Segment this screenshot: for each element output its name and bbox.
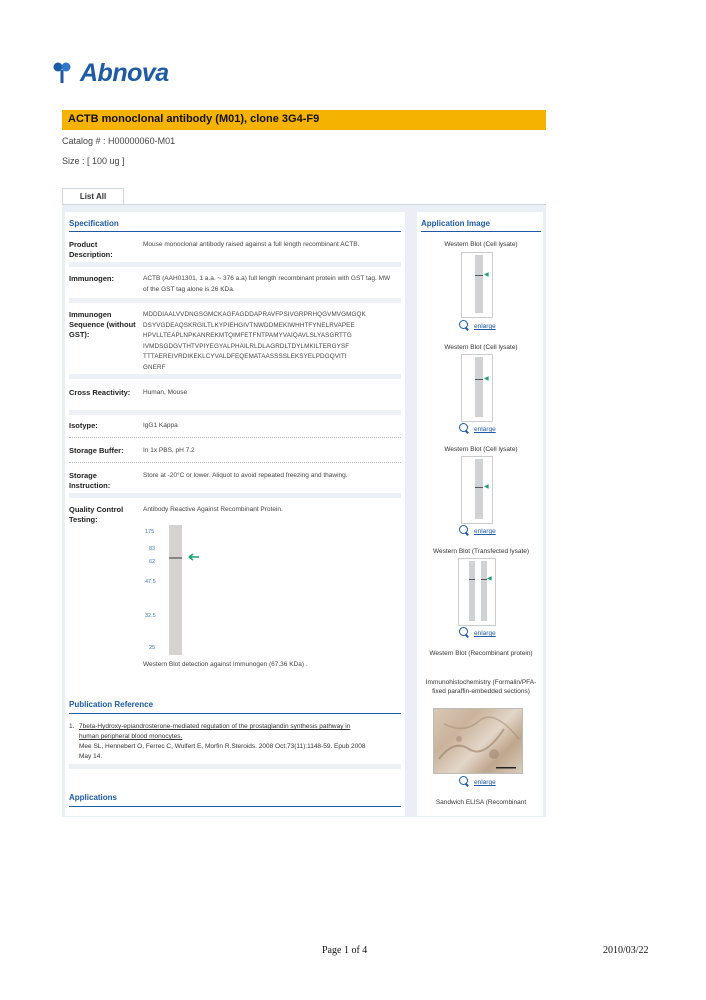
marker-label: 32.5 xyxy=(145,613,156,619)
storage-buffer-label: Storage Buffer: xyxy=(69,446,124,455)
product-title-bar xyxy=(62,110,546,130)
publication-rule xyxy=(69,713,401,714)
zoom-icon[interactable] xyxy=(459,776,468,785)
product-size: Size : [ 100 ug ] xyxy=(62,156,125,166)
abnova-logo xyxy=(50,58,180,88)
publication-number: 1. xyxy=(69,723,75,730)
immunogen-sequence-label: Immunogen Sequence (without GST): xyxy=(69,310,136,339)
sequence-line: IVMDSGDGVTHTVPIYEGYALPHAILRLDLAGRDLTDYLMKILTERGYSF xyxy=(143,342,350,350)
enlarge-link[interactable]: enlarge xyxy=(474,426,496,433)
product-description-value: Mouse monoclonal antibody raised against a full length recombinant ACTB. xyxy=(143,241,360,248)
row-divider xyxy=(69,298,401,303)
publication-title-link[interactable]: human peripheral blood monocytes. xyxy=(79,733,183,740)
qc-testing-value: Antibody Reactive Against Recombinant Protein. xyxy=(143,506,283,513)
abnova-logo-icon xyxy=(50,61,74,85)
zoom-icon[interactable] xyxy=(459,525,468,534)
row-divider xyxy=(69,410,401,415)
app-image-caption: Western Blot (Cell lysate) xyxy=(444,446,518,453)
applications-rule xyxy=(69,806,401,807)
app-image-caption: Western Blot (Cell lysate) xyxy=(444,241,518,248)
sequence-line: MDDDIAALVVDNGSGMCKAGFAGDDAPRAVFPSIVGRPRHQGVMVGMGQK xyxy=(143,311,366,318)
app-image-caption: Immunohistochemistry (Formalin/PFA-fixed paraffin-embedded sections) xyxy=(425,679,537,695)
marker-label: 175 xyxy=(145,529,155,535)
zoom-icon[interactable] xyxy=(459,423,468,432)
row-divider xyxy=(69,262,401,267)
western-blot-thumbnail[interactable]: ◀ xyxy=(461,252,493,318)
publication-title-link[interactable]: 7beta-Hydroxy-epiandrosterone-mediated regulation of the prostaglandin synthesis pathway in xyxy=(79,723,351,730)
immunohistochemistry-thumbnail[interactable] xyxy=(433,708,523,774)
marker-label: 25 xyxy=(149,645,156,651)
product-description-label: Product Description: xyxy=(69,240,113,259)
western-blot-thumbnail[interactable]: ◀ xyxy=(461,354,493,422)
tissue-texture-icon xyxy=(434,709,522,773)
cross-reactivity-label: Cross Reactivity: xyxy=(69,388,131,397)
storage-instruction-label: Storage Instruction: xyxy=(69,471,111,490)
publication-citation: Mee SL, Hennebert O, Ferrec C, Wulfert E, Morfin R.Steroids. 2008 Oct;73(11):1148-59. Epub 2008 xyxy=(79,743,366,750)
app-image-caption: Western Blot (Transfected lysate) xyxy=(432,548,530,555)
qc-caption: Western Blot detection against Immunogen (67.36 KDa) . xyxy=(143,661,308,668)
zoom-icon[interactable] xyxy=(459,320,468,329)
enlarge-link[interactable]: enlarge xyxy=(474,630,496,637)
enlarge-link[interactable]: enlarge xyxy=(474,528,496,535)
row-divider xyxy=(69,462,401,464)
print-date: 2010/03/22 xyxy=(603,945,649,956)
publication-citation: May 14. xyxy=(79,753,103,760)
immunogen-value: ACTB (AAH01301, 1 a.a. ~ 376 a.a) full length recombinant protein with GST tag. MW of the GST tag alone is 26 KDa. xyxy=(143,275,391,293)
app-image-caption: Western Blot (Cell lysate) xyxy=(444,344,518,351)
specification-rule xyxy=(69,231,401,232)
isotype-label: Isotype: xyxy=(69,421,98,430)
page-number: Page 1 of 4 xyxy=(322,945,368,956)
sequence-line: DSYVGDEAQSKRGILTLKYPIEHGIVTNWDDMEKIWHHTFYNELRVAPEE xyxy=(143,321,355,329)
qc-testing-label: Quality Control Testing: xyxy=(69,505,124,524)
isotype-value: IgG1 Kappa xyxy=(143,422,178,429)
marker-label: 47.5 xyxy=(145,579,156,585)
row-divider xyxy=(69,493,401,498)
brand-name: Abnova xyxy=(80,58,169,87)
product-title: ACTB monoclonal antibody (M01), clone 3G4-F9 xyxy=(68,113,320,125)
application-image-heading: Application Image xyxy=(421,219,490,228)
immunogen-sequence-value xyxy=(143,310,403,373)
qc-western-blot-image xyxy=(143,523,209,657)
tab-list-all[interactable]: List All xyxy=(62,188,124,205)
row-divider xyxy=(69,374,401,379)
sequence-line: GNERF xyxy=(143,363,166,371)
band-arrow-icon xyxy=(185,553,199,561)
row-divider xyxy=(69,764,401,769)
catalog-number: Catalog # : H00000060-M01 xyxy=(62,136,176,146)
immunogen-label: Immunogen: xyxy=(69,274,114,283)
marker-label: 62 xyxy=(149,559,156,565)
western-blot-thumbnail[interactable]: ◀ xyxy=(461,456,493,524)
western-blot-thumbnail[interactable]: ◀ xyxy=(458,558,496,626)
publication-heading: Publication Reference xyxy=(69,700,154,709)
specification-heading: Specification xyxy=(69,219,119,228)
applications-heading: Applications xyxy=(69,793,118,802)
publication-item xyxy=(79,722,399,762)
sequence-line: HPVLLTEAPLNPKANREKMTQIMFETFNTPAMYVAIQAVLSLYASGRTTG xyxy=(143,332,352,339)
storage-instruction-value: Store at -20°C or lower. Aliquot to avoid repeated freezing and thawing. xyxy=(143,472,348,479)
row-divider xyxy=(69,437,401,439)
application-image-rule xyxy=(421,231,541,232)
app-image-caption: Western Blot (Recombinant protein) xyxy=(429,650,533,657)
app-image-caption: Sandwich ELISA (Recombinant xyxy=(435,799,527,806)
sequence-line: TTTAEREIVRDIKEKLCYVALDFEQEMATAASSSSLEKSYELPDGQVITI xyxy=(143,353,347,360)
marker-label: 83 xyxy=(149,546,156,552)
storage-buffer-value: In 1x PBS, pH 7.2 xyxy=(143,447,195,454)
cross-reactivity-value: Human, Mouse xyxy=(143,389,188,396)
enlarge-link[interactable]: enlarge xyxy=(474,323,496,330)
enlarge-link[interactable]: enlarge xyxy=(474,779,496,786)
zoom-icon[interactable] xyxy=(459,627,468,636)
